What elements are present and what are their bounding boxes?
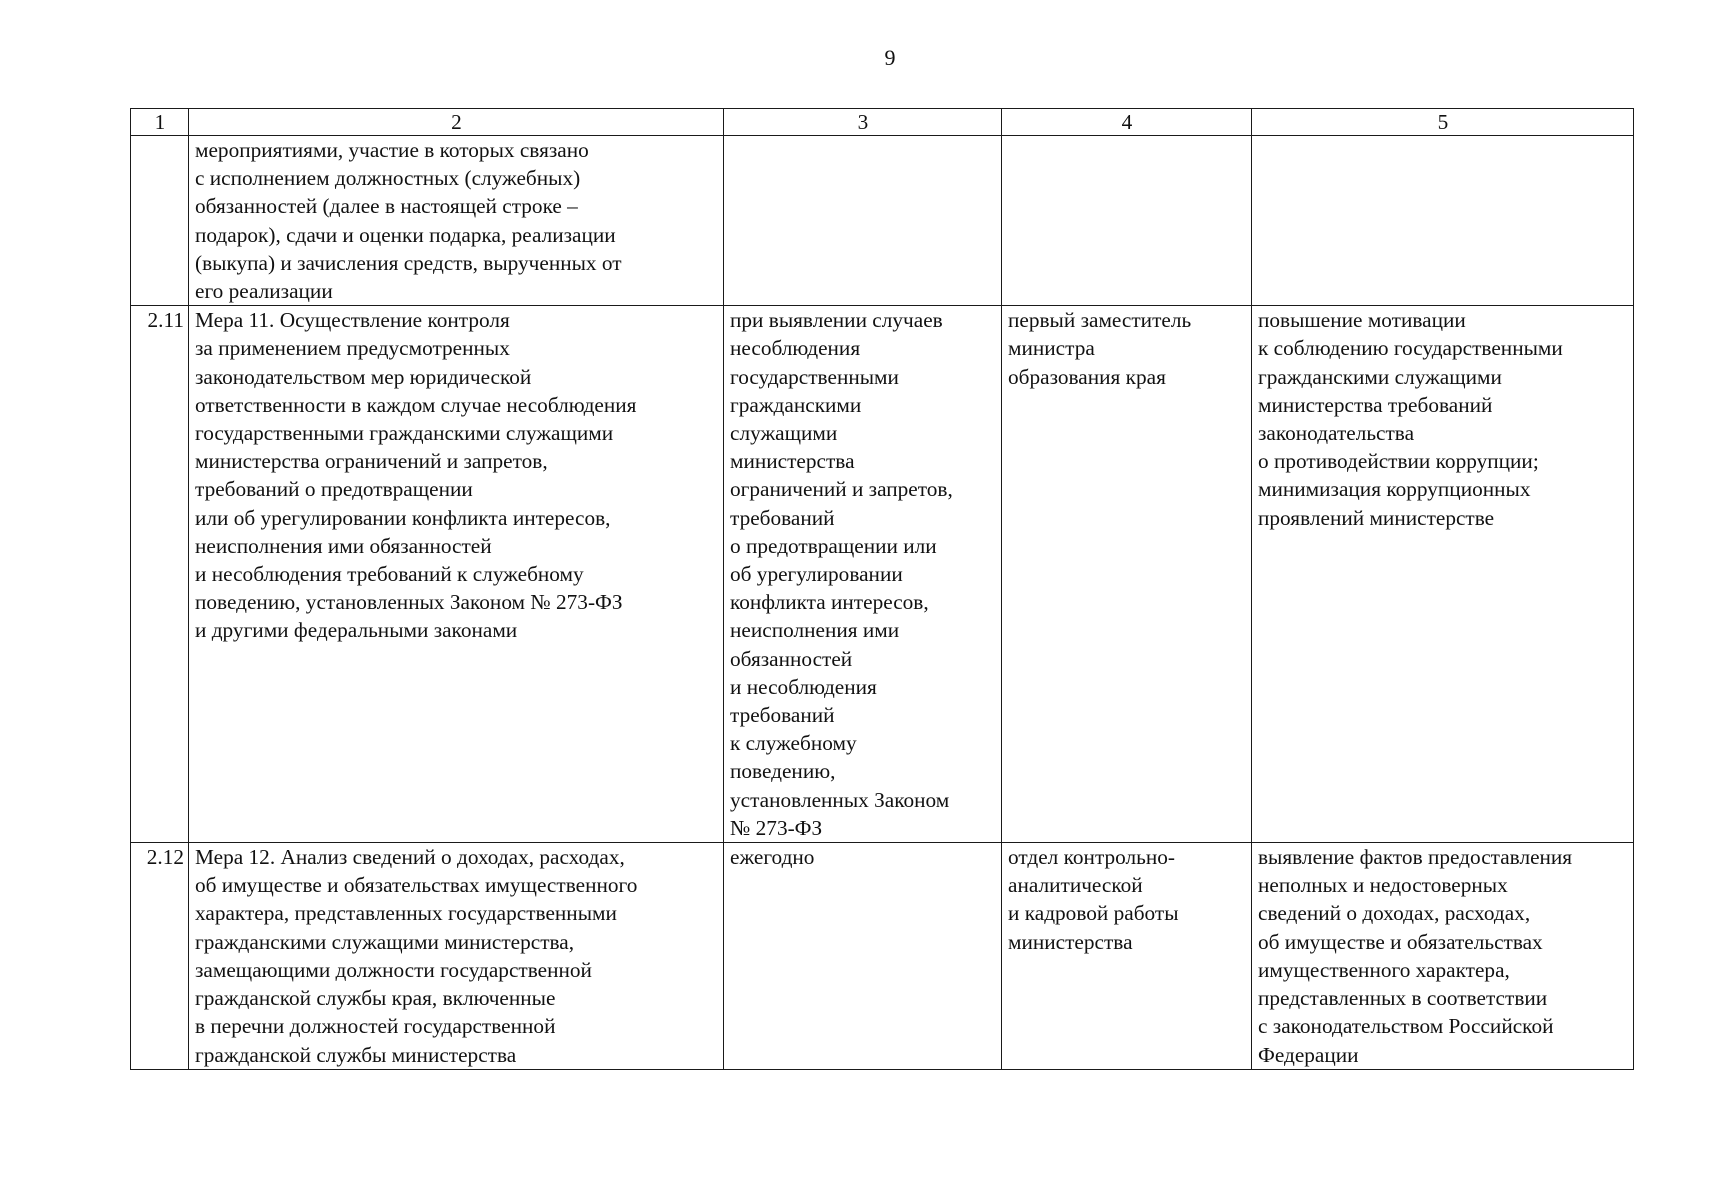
column-header-2: 2	[189, 109, 724, 136]
period-cell	[724, 136, 1002, 306]
measure-cell: Мера 11. Осуществление контроля за применением предусмотренных законодательством мер юридической ответственности в каждом случае несоблюдения государственными гражданскими служащими министерства ограничений и запретов, требований о предотвращении или об урегулировании конфликта интересов, неисполнения ими обязанностей и несоблюдения требований к служебному поведению, установленных Законом № 273-ФЗ и другими федеральными законами	[189, 306, 724, 843]
column-header-5: 5	[1252, 109, 1634, 136]
responsible-cell: первый заместитель министра образования края	[1002, 306, 1252, 843]
measures-table	[130, 108, 1634, 1070]
result-cell	[1252, 136, 1634, 306]
column-header-4: 4	[1002, 109, 1252, 136]
table-row	[131, 306, 1634, 843]
responsible-cell	[1002, 136, 1252, 306]
column-header-1: 1	[131, 109, 189, 136]
row-number-cell: 2.12	[131, 843, 189, 1070]
measure-cell: Мера 12. Анализ сведений о доходах, расходах, об имуществе и обязательствах имущественного характера, представленных государственными гражданскими служащими министерства, замещающими должности государственной гражданской службы края, включенные в перечни должностей государственной гражданской службы министерства	[189, 843, 724, 1070]
table-row	[131, 136, 1634, 306]
result-cell: повышение мотивации к соблюдению государственными гражданскими служащими министерства требований законодательства о противодействии коррупции; минимизация коррупционных проявлений министерстве	[1252, 306, 1634, 843]
table-row	[131, 843, 1634, 1070]
period-cell: при выявлении случаев несоблюдения государственными гражданскими служащими министерства ограничений и запретов, требований о предотвращении или об урегулировании конфликта интересов, неисполнения ими обязанностей и несоблюдения требований к служебному поведению, установленных Законом № 273-ФЗ	[724, 306, 1002, 843]
column-number-row	[131, 109, 1634, 136]
responsible-cell: отдел контрольно- аналитической и кадровой работы министерства	[1002, 843, 1252, 1070]
period-cell: ежегодно	[724, 843, 1002, 1070]
measure-cell: мероприятиями, участие в которых связано с исполнением должностных (служебных) обязанностей (далее в настоящей строке – подарок), сдачи и оценки подарка, реализации (выкупа) и зачисления средств, вырученных от его реализации	[189, 136, 724, 306]
row-number-cell	[131, 136, 189, 306]
page-number: 9	[884, 45, 896, 70]
result-cell: выявление фактов предоставления неполных и недостоверных сведений о доходах, расходах, об имуществе и обязательствах имущественного характера, представленных в соответствии с законодательством Российской Федерации	[1252, 843, 1634, 1070]
column-header-3: 3	[724, 109, 1002, 136]
row-number-cell: 2.11	[131, 306, 189, 843]
